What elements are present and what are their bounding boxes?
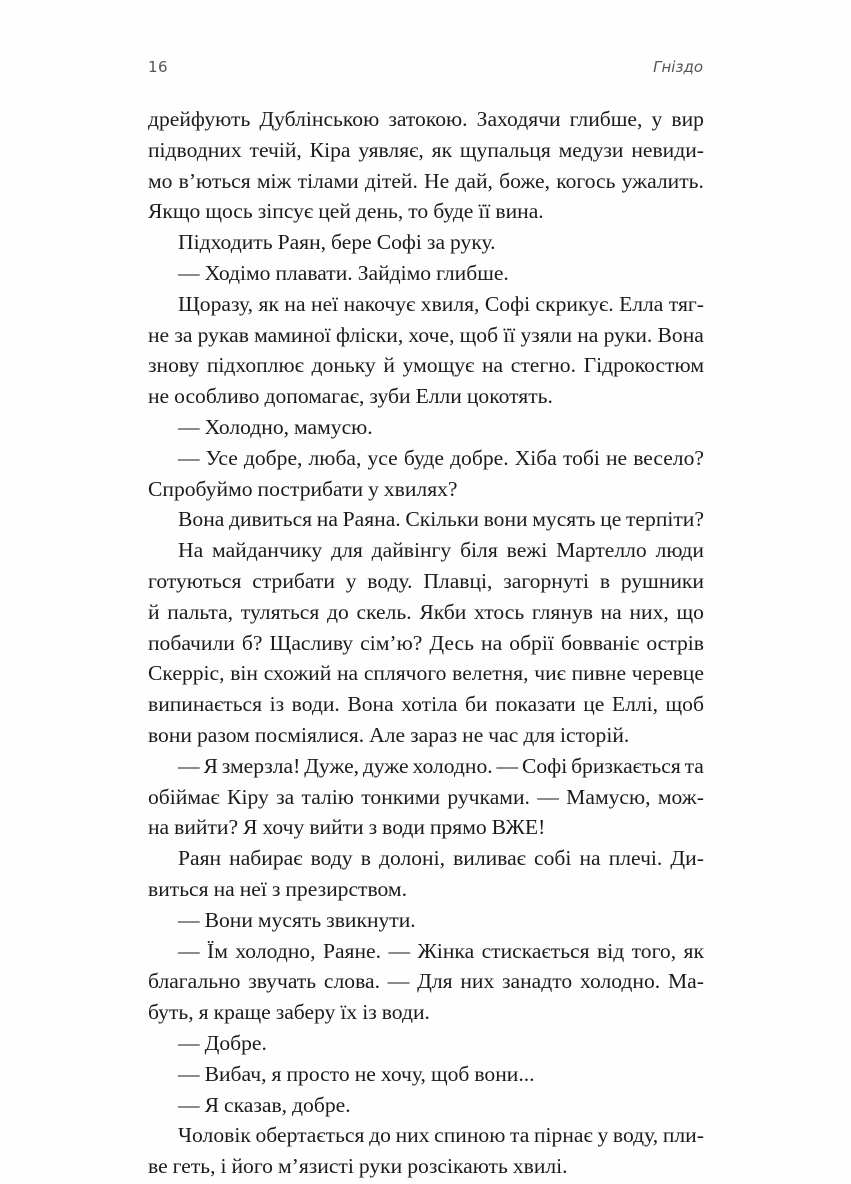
text-line: мо в’ються між тілами дітей. Не дай, боже, когось ужалить. [148,168,704,193]
text-line: випинається із води. Вона хотіла би показати це Еллі, щоб [148,692,704,717]
text-line: підводних течій, Кіра уявляє, як щупальця медузи невиди- [148,137,704,162]
text-line: побачили б? Щасливу сім’ю? Десь на обрії бовваніє острів [148,630,704,655]
text-line: Вона дивиться на Раяна. Скільки вони мусять це терпіти? [178,507,704,532]
text-line: виться на неї з презирством. [148,876,407,901]
book-title: Гніздо [653,58,703,76]
text-line: й пальта, туляться до скель. Якби хтось глянув на них, що [148,599,704,624]
text-line: — Вибач, я просто не хочу, щоб вони... [178,1061,535,1086]
text-line: Раян набирає воду в долоні, виливає собі на плечі. Ди- [178,846,704,871]
text-line: — Ходімо плавати. Зайдімо глибше. [178,260,509,285]
text-line: На майданчику для дайвінгу біля вежі Мартелло люди [178,538,704,563]
text-line: — Їм холодно, Раяне. — Жінка стискається від того, як [178,938,704,963]
text-line: Чоловік обертається до них спиною та пірнає у воду, пли- [178,1123,704,1148]
text-line: — Добре. [178,1030,267,1055]
text-line: Щоразу, як на неї накочує хвиля, Софі скрикує. Елла тяг- [178,291,704,316]
text-line: дрейфують Дублінською затокою. Заходячи глибше, у вир [148,107,704,131]
text-line: Скерріс, він схожий на сплячого велетня, чиє пивне черевце [148,661,704,686]
text-line: — Холодно, мамусю. [178,414,373,439]
text-line: — Вони мусять звикнути. [178,907,416,932]
text-line: не особливо допомагає, зуби Елли цокотять. [148,384,553,409]
text-line: не за рукав маминої фліски, хоче, щоб її узяли на руки. Вона [148,322,704,347]
text-line: Підходить Раян, бере Софі за руку. [178,230,496,255]
text-line: — Усе добре, люба, усе буде добре. Хіба тобі не весело? [178,445,704,470]
text-line: обіймає Кіру за талію тонкими ручками. — Мамусю, мож- [148,784,704,809]
body-text [148,104,704,1182]
text-line: — Я сказав, добре. [178,1092,351,1117]
text-line: на вийти? Я хочу вийти з води прямо ВЖЕ! [148,815,546,840]
running-header [148,58,703,86]
text-line: ве геть, і його м’язисті руки розсікають хвилі. [148,1154,568,1179]
text-line: — Я змерзла! Дуже, дуже холодно. — Софі бризкається та [178,753,704,778]
text-line: Якщо щось зіпсує цей день, то буде її вина. [148,199,544,224]
text-line: готуються стрибати у воду. Плавці, загорнуті в рушники [148,568,704,593]
text-line: благально звучать слова. — Для них занадто холодно. Ма- [148,969,704,994]
text-line: Спробуймо пострибати у хвилях? [148,476,458,501]
text-line: буть, я краще заберу їх із води. [148,1000,430,1025]
text-line: знову підхоплює доньку й умощує на стегно. Гідрокостюм [148,353,704,378]
text-line: вони разом посміялися. Але зараз не час для історій. [148,722,630,747]
page-number: 16 [148,58,169,76]
